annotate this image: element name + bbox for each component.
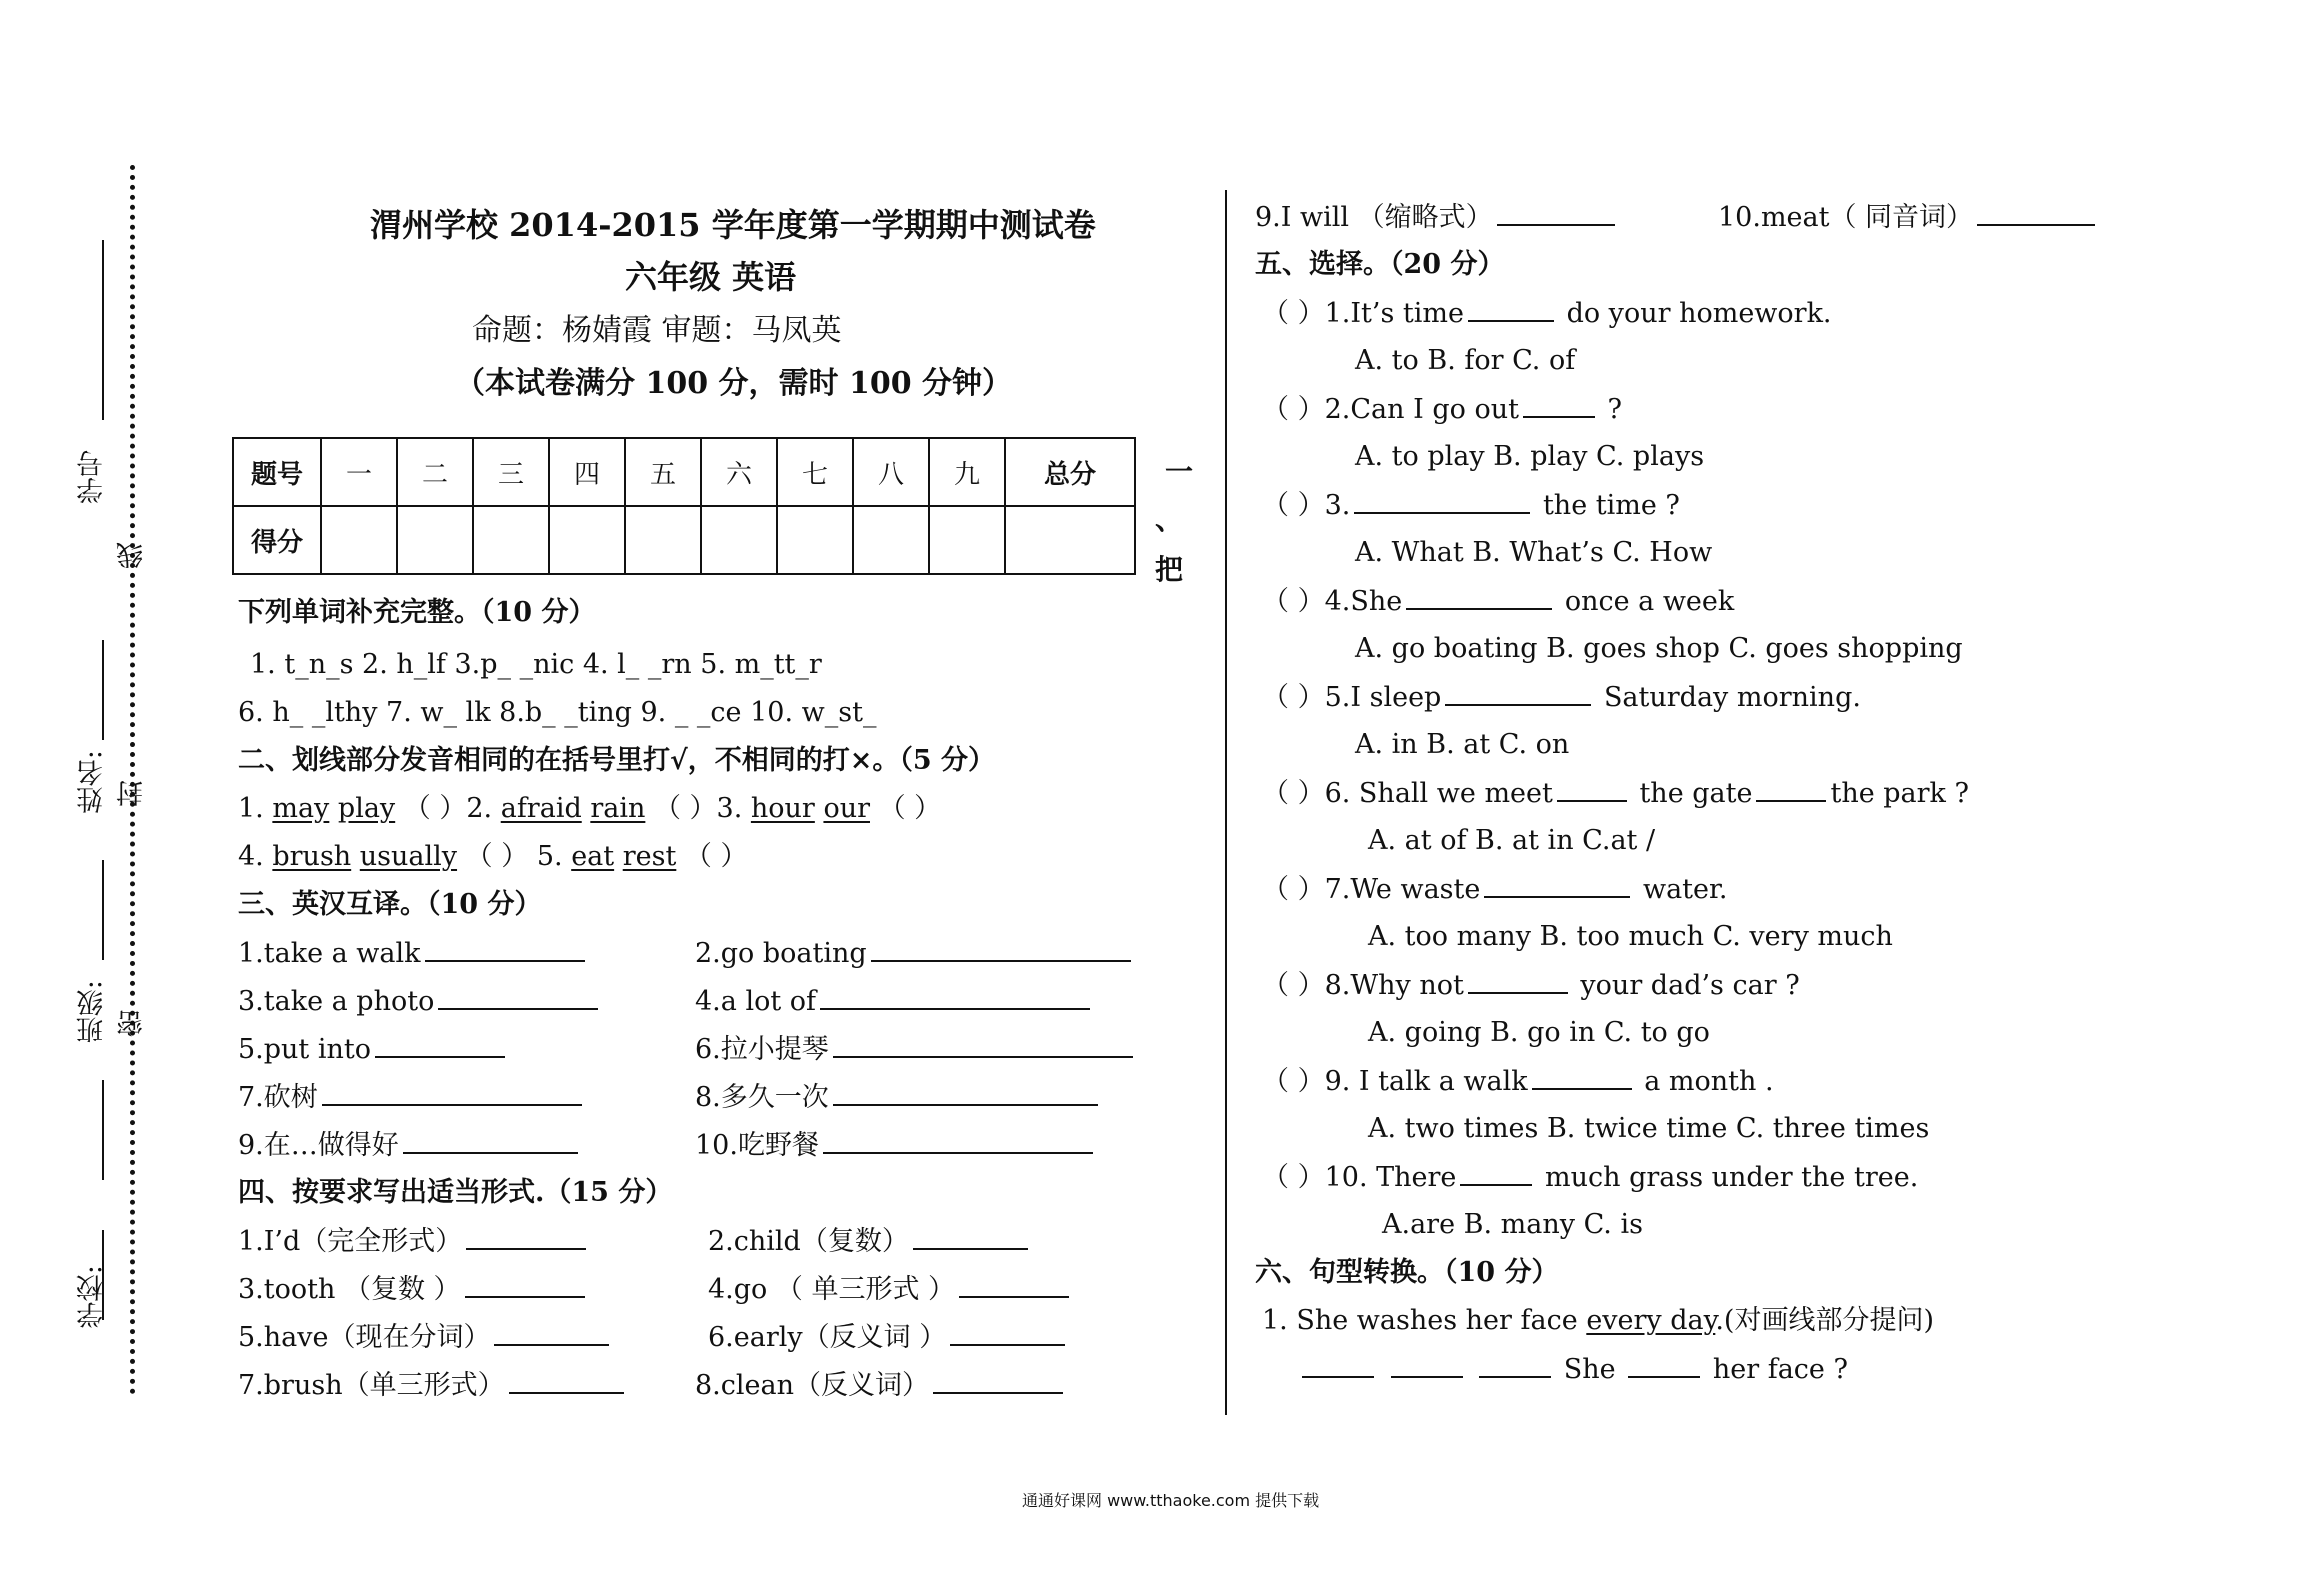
score-input-cell[interactable] [701,506,777,574]
xingming-line-top [102,640,104,740]
binding-xuexiao: 学校: [77,1265,108,1329]
choice-options: A. to play B. play C. plays [1355,441,1705,472]
section2-title: 二、划线部分发音相同的在括号里打√，不相同的打×。（5 分） [238,745,996,776]
answer-blank[interactable] [1468,296,1554,322]
choice-options: A. What B. What’s C. How [1355,537,1713,568]
binding-mi: 密 [117,1010,148,1037]
answer-blank[interactable] [959,1272,1069,1298]
answer-blank[interactable] [823,1128,1093,1154]
choice-question: （ ）3. the time ? [1262,490,1680,521]
answer-blank[interactable] [933,1368,1063,1394]
translate-item: 4.a lot of [695,984,1094,1019]
choice-options: A. at of B. at in C.at / [1368,825,1656,856]
answer-blank[interactable] [425,936,585,962]
section1-line1: 1. t_n_s 2. h_lf 3.p_ _nic 4. l_ _rn 5. m_tt_r [250,649,822,680]
answer-blank[interactable] [871,936,1131,962]
translate-item: 3.take a photo [238,984,602,1019]
answer-blank[interactable] [1484,872,1630,898]
transform-question: 1. She washes her face every day.(对画线部分提问) [1262,1305,1934,1336]
side-char: 把 [1155,553,1184,586]
xuehao-line [102,240,104,420]
choice-question: （ ）1.It’s time do your homework. [1262,298,1832,329]
choice-options: A. in B. at C. on [1355,729,1570,760]
score-cell: 二 [397,438,473,506]
score-input-cell[interactable] [549,506,625,574]
answer-blank[interactable] [1468,968,1568,994]
answer-blank[interactable] [1497,200,1615,226]
choice-question: （ ）10. There much grass under the tree. [1262,1162,1919,1193]
score-cell: 八 [853,438,929,506]
exam-grade-subject: 六年级 英语 [625,258,797,296]
answer-blank[interactable] [438,984,598,1010]
choice-question: （ ）8.Why not your dad’s car ? [1262,970,1800,1001]
answer-blank[interactable] [833,1032,1133,1058]
section5-title: 五、选择。（20 分） [1255,249,1505,280]
score-cell: 七 [777,438,853,506]
score-cell: 一 [321,438,397,506]
answer-blank[interactable] [1479,1352,1551,1378]
score-cell: 五 [625,438,701,506]
answer-blank[interactable] [1302,1352,1374,1378]
answer-blank[interactable] [466,1224,586,1250]
answer-blank[interactable] [494,1320,609,1346]
exam-authors: 命题：杨婧霞 审题：马凤英 [472,313,842,348]
form-item: 1.I’d（完全形式） [238,1224,590,1259]
form-item: 3.tooth （复数 ） [238,1272,589,1307]
translate-item: 5.put into [238,1032,509,1067]
answer-blank[interactable] [465,1272,585,1298]
answer-blank[interactable] [1406,584,1552,610]
binding-xuehao: 学号 [77,450,108,504]
answer-blank[interactable] [1460,1160,1532,1186]
choice-options: A. too many B. too much C. very much [1368,921,1893,952]
answer-blank[interactable] [1354,488,1530,514]
score-input-cell[interactable] [321,506,397,574]
section3-title: 三、英汉互译。（10 分） [238,889,542,920]
score-input-cell[interactable] [1005,506,1135,574]
score-table-header-row [233,438,1135,506]
answer-blank[interactable] [509,1368,624,1394]
translate-item: 9.在…做得好 [238,1128,582,1163]
section6-title: 六、句型转换。（10 分） [1255,1257,1559,1288]
banji-line-top [102,860,104,960]
choice-question: （ ）6. Shall we meet the gate the park ? [1262,778,1969,809]
translate-item: 10.吃野餐 [695,1128,1097,1163]
form-item: 6.early（反义词 ） [708,1320,1069,1355]
answer-blank[interactable] [820,984,1090,1010]
choice-options: A. two times B. twice time C. three times [1368,1113,1930,1144]
answer-blank[interactable] [1532,1064,1632,1090]
score-cell: 得分 [233,506,321,574]
form-item: 4.go （ 单三形式 ） [708,1272,1073,1307]
translate-item: 2.go boating [695,936,1135,971]
choice-question: （ ）4.She once a week [1262,586,1735,617]
score-input-cell[interactable] [853,506,929,574]
footer-credit: 通通好课网 www.tthaoke.com 提供下载 [1022,1491,1320,1510]
score-cell: 六 [701,438,777,506]
choice-question: （ ）9. I talk a walk a month . [1262,1066,1774,1097]
section2-line2: 4. brush usually （ ） 5. eat rest （ ） [238,841,748,872]
score-input-cell[interactable] [473,506,549,574]
answer-blank[interactable] [1977,200,2095,226]
choice-options: A.are B. many C. is [1382,1209,1643,1240]
choice-options: A. go boating B. goes shop C. goes shopping [1355,633,1963,664]
answer-blank[interactable] [1756,776,1826,802]
answer-blank[interactable] [1628,1352,1700,1378]
answer-blank[interactable] [833,1080,1098,1106]
choice-question: （ ）5.I sleep Saturday morning. [1262,682,1861,713]
answer-blank[interactable] [1445,680,1591,706]
binding-xian: 线 [117,542,148,569]
score-input-cell[interactable] [777,506,853,574]
answer-blank[interactable] [375,1032,505,1058]
score-table-score-row [233,506,1135,574]
score-input-cell[interactable] [397,506,473,574]
banji-line-bottom [102,1080,104,1180]
translate-item: 1.take a walk [238,936,589,971]
answer-blank[interactable] [322,1080,582,1106]
form-item: 2.child（复数） [708,1224,1032,1259]
binding-xingming: 姓名: [77,750,108,814]
answer-blank[interactable] [950,1320,1065,1346]
section4-title: 四、按要求写出适当形式.（15 分） [238,1177,673,1208]
form-item: 9.I will （缩略式） [1255,200,1619,235]
translate-item: 8.多久一次 [695,1080,1102,1115]
binding-feng: 封 [117,780,148,807]
column-divider [1225,190,1227,1415]
choice-question: （ ）2.Can I go out ? [1262,394,1623,425]
binding-banji: 班级: [77,980,108,1044]
answer-blank[interactable] [1557,776,1627,802]
translate-item: 6.拉小提琴 [695,1032,1137,1067]
choice-options: A. going B. go in C. to go [1368,1017,1710,1048]
section2-line1: 1. may play （ ）2. afraid rain （ ）3. hour our （ ） [238,793,942,824]
answer-blank[interactable] [913,1224,1028,1250]
answer-blank[interactable] [1391,1352,1463,1378]
side-char: 一 [1165,455,1194,488]
score-cell: 三 [473,438,549,506]
score-input-cell[interactable] [625,506,701,574]
score-cell: 总分 [1005,438,1135,506]
side-char: 、 [1155,503,1184,536]
score-cell: 题号 [233,438,321,506]
score-input-cell[interactable] [929,506,1005,574]
form-item: 8.clean（反义词） [695,1368,1067,1403]
answer-blank[interactable] [403,1128,578,1154]
answer-blank[interactable] [1523,392,1595,418]
exam-title: 渭州学校 2014-2015 学年度第一学期期中测试卷 [370,206,1096,244]
score-table [232,437,1136,575]
section1-line2: 6. h_ _lthy 7. w_ lk 8.b_ _ting 9. _ _ce 10. w_st_ [238,697,877,728]
exam-note: （本试卷满分 100 分，需时 100 分钟） [455,366,1013,401]
translate-item: 7.砍树 [238,1080,586,1115]
choice-options: A. to B. for C. of [1355,345,1576,376]
form-item: 10.meat（ 同音词） [1718,200,2099,235]
section1-title: 下列单词补充完整。（10 分） [238,597,596,628]
form-item: 7.brush（单三形式） [238,1368,628,1403]
score-cell: 九 [929,438,1005,506]
transform-answer-line: She her face ? [1298,1352,1848,1387]
score-cell: 四 [549,438,625,506]
choice-question: （ ）7.We waste water. [1262,874,1728,905]
form-item: 5.have（现在分词） [238,1320,613,1355]
